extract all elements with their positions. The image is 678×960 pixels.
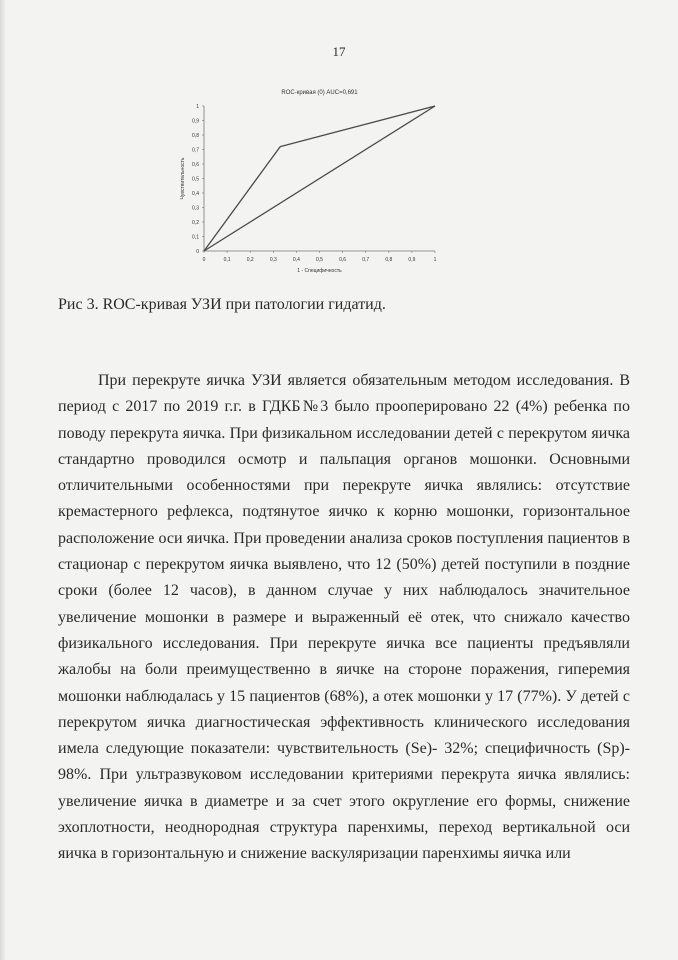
- x-tick-label: 0,5: [316, 257, 323, 263]
- y-tick-label: 1: [196, 103, 199, 110]
- diagonal-reference-line: [204, 106, 435, 251]
- x-axis-label: 1 - Специфичность: [297, 268, 342, 274]
- x-tick-label: 0,2: [246, 257, 254, 263]
- x-tick-label: 0,8: [385, 257, 393, 263]
- scan-edge-shadow: [0, 0, 6, 960]
- y-tick-label: 0,1: [192, 234, 199, 241]
- x-tick-label: 0,7: [362, 257, 370, 263]
- y-tick-label: 0,4: [192, 190, 199, 197]
- x-tick-label: 0,9: [408, 257, 416, 263]
- roc-chart: [170, 84, 470, 274]
- y-tick-label: 0,2: [192, 219, 199, 226]
- body-paragraph: При перекруте яичка УЗИ является обязательным методом исследования. В период с 2017 по 2019 г.г. в ГДКБ№3 было прооперировано 22 (4%) ребенка по поводу перекрута яичка. При физикальном исследовании детей с перекрутом яичка стандартно проводился осмотр и пальпация органов мошонки. Основными отличительными особенностями при перекруте яичка являлись: отсутствие кремастерного рефлекса, подтянутое яичко к корню мошонки, горизонтальное расположение оси яичка. При проведении анализа сроков поступления пациентов в стационар с перекрутом яичка выявлено, что 12 (50%) детей поступили в поздние сроки (более 12 часов), в данном случае у них наблюдалось значительное увеличение мошонки в размере и выраженный её отек, что снижало качество физикального исследования. При перекруте яичка все пациенты предъявляли жалобы на боли преимущественно в яичке на стороне поражения, гиперемия мошонки наблюдалась у 15 пациентов (68%), а отек мошонки у 17 (77%). У детей с перекрутом яичка диагностическая эффективность клинического исследования имела следующие показатели: чувствительность (Se)- 32%; специфичность (Sp)- 98%. При ультразвуковом исследовании критериями перекрута яичка являлись: увеличение яичка в диаметре и за счет этого округление его формы, снижение эхоплотности, неоднородная структура паренхимы, переход вертикальной оси яичка в горизонтальную и снижение васкуляризации паренхимы яичка или: [58, 372, 630, 863]
- y-tick-label: 0,8: [192, 132, 199, 139]
- x-tick-label: 0,1: [223, 257, 231, 263]
- x-tick-label: 0,6: [339, 257, 347, 263]
- figure-caption: Рис 3. ROC-кривая УЗИ при патологии гидатид.: [58, 296, 386, 313]
- x-tick-label: 1: [433, 257, 437, 263]
- x-tick-label: 0: [202, 257, 206, 263]
- x-tick-label: 0,4: [292, 257, 300, 263]
- page-number: 17: [332, 44, 346, 59]
- y-tick-label: 0,3: [192, 205, 199, 212]
- chart-title: ROC-кривая (0) AUC=0,691: [281, 90, 358, 96]
- y-tick-label: 0,9: [192, 118, 199, 125]
- y-axis-label: Чувствительность: [180, 157, 186, 200]
- y-tick-label: 0,5: [192, 176, 199, 183]
- x-tick-label: 0,3: [269, 257, 277, 263]
- y-tick-label: 0,6: [192, 161, 199, 168]
- y-tick-label: 0: [196, 248, 199, 255]
- y-tick-label: 0,7: [192, 147, 199, 154]
